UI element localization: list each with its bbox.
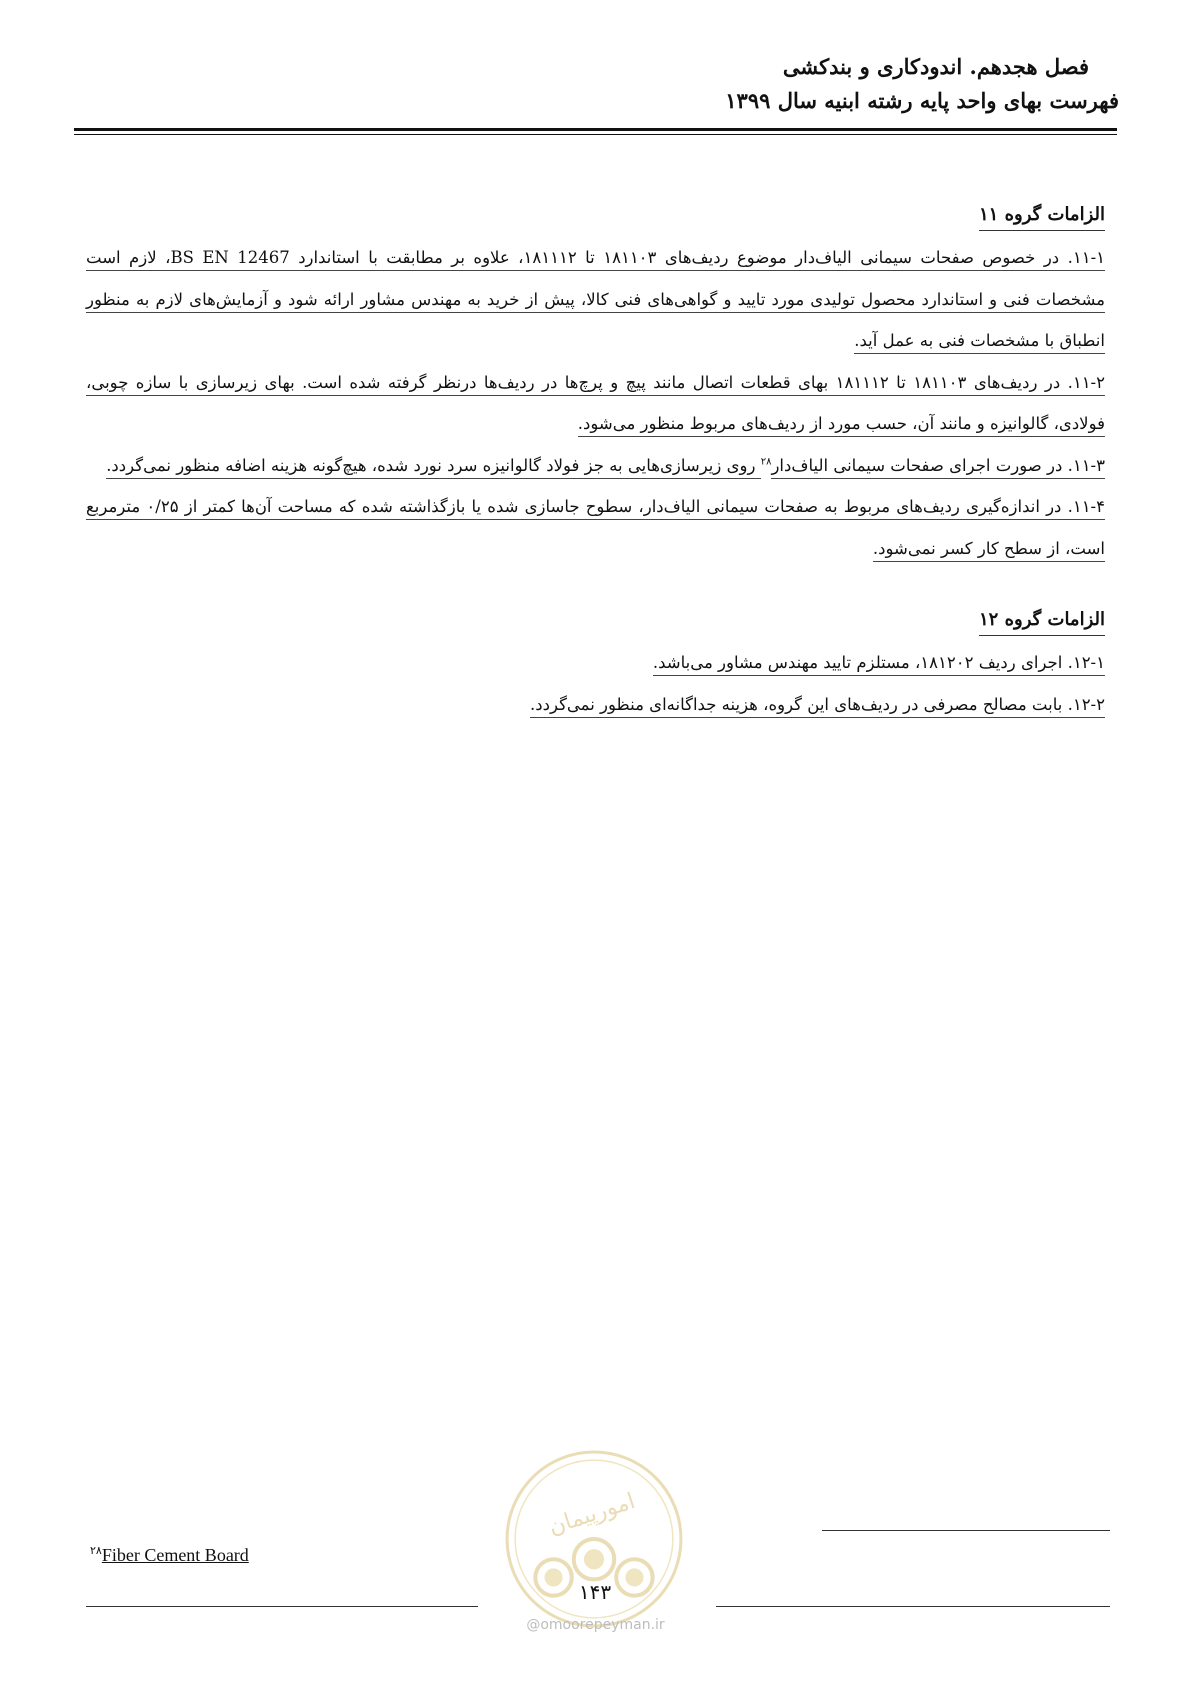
section-group-11 bbox=[86, 200, 1105, 569]
page-header bbox=[72, 50, 1119, 118]
paragraph-text: ۱۱-۲. در ردیف‌های ۱۸۱۱۰۳ تا ۱۸۱۱۱۲ بهای قطعات اتصال مانند پیچ و پرچ‌ها در ردیف‌ها درنظر گرفته شده است. بهای زیرسازی با سازه چوبی، فولادی، گالوانیزه و مانند آن، حسب مورد از ردیف‌های مربوط منظور می‌شود. bbox=[86, 373, 1105, 438]
paragraph-text: ۱۱-۱. در خصوص صفحات سیمانی الیاف‌دار موضوع ردیف‌های ۱۸۱۱۰۳ تا ۱۸۱۱۱۲، علاوه بر مطابقت با استاندارد BS EN 12467، لازم است مشخصات فنی و استاندارد محصول تولیدی مورد تایید و گواهی‌های فنی کالا، پیش از خرید به مهندس مشاور ارائه شود و آزمایش‌های لازم به منظور انطباق با مشخصات فنی به عمل آید. bbox=[86, 248, 1105, 354]
watermark-site: @omoorepeyman.ir bbox=[526, 1617, 665, 1633]
paragraph-text: ۱۲-۲. بابت مصالح مصرفی در ردیف‌های این گروه، هزینه جداگانه‌ای منظور نمی‌گردد. bbox=[530, 695, 1105, 718]
footnote-reference[interactable]: ۲۸ bbox=[760, 456, 772, 467]
paragraph-11-4 bbox=[86, 486, 1105, 569]
section-title: الزامات گروه ۱۱ bbox=[979, 200, 1105, 231]
footnote bbox=[90, 1544, 249, 1566]
paragraph-text-after: روی زیرسازی‌هایی به جز فولاد گالوانیزه سرد نورد شده، هیچ‌گونه هزینه اضافه منظور نمی‌گردد. bbox=[106, 456, 761, 479]
footnote-rule bbox=[822, 1530, 1110, 1531]
footer-rule-right bbox=[716, 1606, 1110, 1607]
book-title: فهرست بهای واحد پایه رشته ابنیه سال ۱۳۹۹ bbox=[725, 88, 1119, 113]
footnote-text: Fiber Cement Board bbox=[101, 1545, 249, 1565]
paragraph-text: ۱۲-۱. اجرای ردیف ۱۸۱۲۰۲، مستلزم تایید مهندس مشاور می‌باشد. bbox=[653, 653, 1105, 676]
footer-rule-left bbox=[86, 1606, 478, 1607]
paragraph-11-3 bbox=[86, 445, 1105, 487]
main-content bbox=[86, 200, 1105, 761]
paragraph-11-1 bbox=[86, 237, 1105, 362]
paragraph-12-2 bbox=[86, 684, 1105, 726]
footnote-mark: ۲۸ bbox=[90, 1545, 102, 1557]
section-title: الزامات گروه ۱۲ bbox=[979, 605, 1105, 636]
page-number: ۱۴۳ bbox=[578, 1580, 612, 1604]
paragraph-text-before: ۱۱-۳. در صورت اجرای صفحات سیمانی الیاف‌دار bbox=[771, 456, 1105, 479]
section-group-12 bbox=[86, 605, 1105, 725]
chapter-title: فصل هجدهم. اندودکاری و بندکشی bbox=[782, 54, 1089, 79]
paragraph-12-1 bbox=[86, 642, 1105, 684]
paragraph-11-2 bbox=[86, 362, 1105, 445]
svg-text:امورپیمان: امورپیمان bbox=[545, 1488, 639, 1541]
header-rule-thin bbox=[74, 134, 1117, 135]
paragraph-text: ۱۱-۴. در اندازه‌گیری ردیف‌های مربوط به صفحات سیمانی الیاف‌دار، سطوح جاسازی شده یا بازگذاشته شده که مساحت آن‌ها کمتر از ۰/۲۵ مترمربع است، از سطح کار کسر نمی‌شود. bbox=[86, 497, 1105, 562]
header-rule-thick bbox=[74, 128, 1117, 131]
